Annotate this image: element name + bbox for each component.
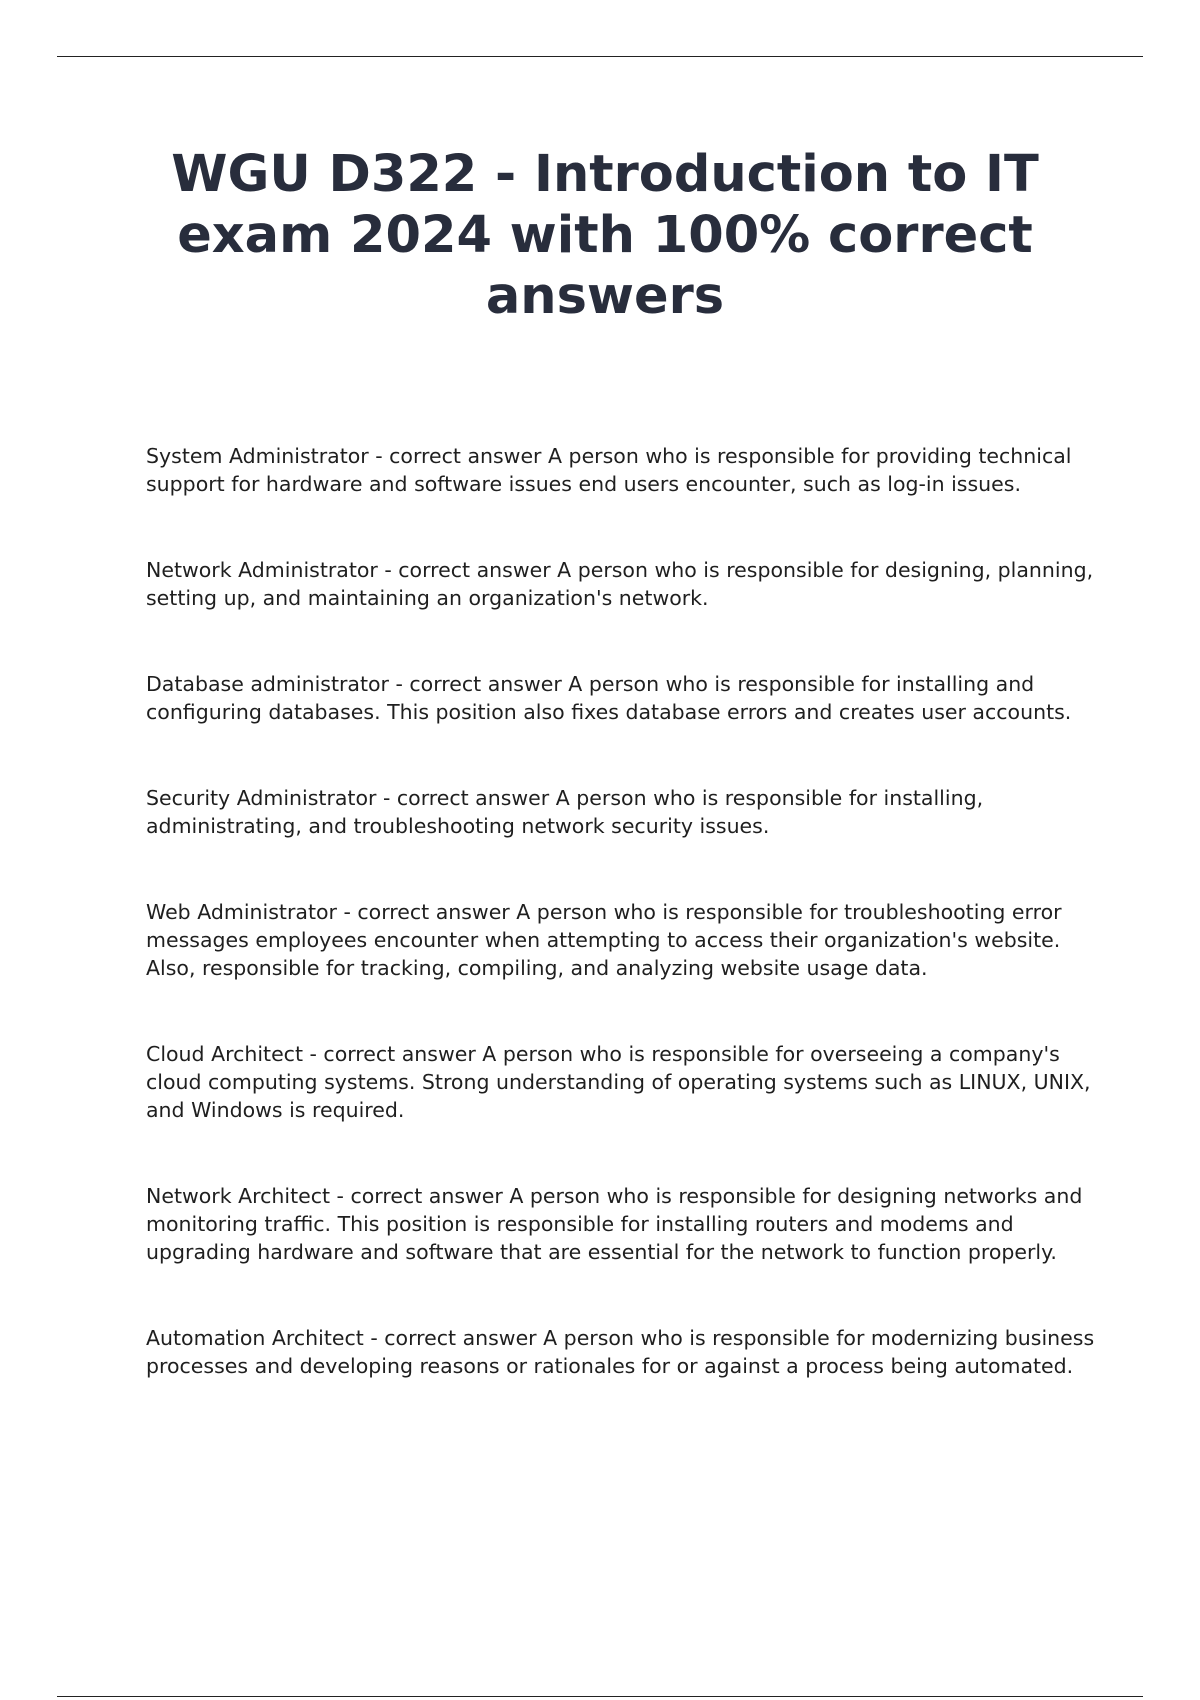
qa-item [146,556,1096,612]
qa-separator: - correct answer [376,786,556,810]
qa-term: Web Administrator [146,900,337,924]
qa-term: Automation Architect [146,1326,364,1350]
qa-separator: - correct answer [377,558,558,582]
qa-answer: A person who is responsible for designing, planning, setting up, and maintaining an organization's network. [146,558,1094,610]
qa-item [146,442,1096,498]
qa-item [146,1040,1096,1124]
qa-term: System Administrator [146,444,369,468]
qa-item [146,898,1096,982]
qa-term: Database administrator [146,672,389,696]
qa-term: Cloud Architect [146,1042,303,1066]
qa-term: Network Architect [146,1184,331,1208]
qa-answer: A person who is responsible for troubleshooting error messages employees encounter when attempting to access their organization's website. Also, responsible for tracking, compiling, and analyzing website usage data. [146,900,1062,980]
qa-separator: - correct answer [368,444,549,468]
top-rule [57,56,1143,57]
bottom-rule [57,1696,1143,1697]
qa-answer: A person who is responsible for providing technical support for hardware and software issues end users encounter, such as log-in issues. [146,444,1072,496]
qa-item [146,1324,1096,1380]
qa-separator: - correct answer [363,1326,544,1350]
qa-list [146,442,1096,1438]
qa-separator: - correct answer [330,1184,510,1208]
qa-separator: - correct answer [303,1042,483,1066]
qa-answer: A person who is responsible for designing networks and monitoring traffic. This position is responsible for installing routers and modems and upgrading hardware and software that are essential for the network to function properly. [146,1184,1083,1264]
qa-answer: A person who is responsible for modernizing business processes and developing reasons or rationales for or against a process being automated. [146,1326,1095,1378]
qa-separator: - correct answer [336,900,517,924]
qa-term: Network Administrator [146,558,378,582]
qa-answer: A person who is responsible for installing and configuring databases. This position also fixes database errors and creates user accounts. [146,672,1072,724]
qa-separator: - correct answer [388,672,569,696]
document-title: WGU D322 - Introduction to IT exam 2024 with 100% correct answers [171,145,1039,326]
qa-answer: A person who is responsible for installing, administrating, and troubleshooting network security issues. [146,786,984,838]
qa-term: Security Administrator [146,786,377,810]
qa-answer: A person who is responsible for overseeing a company's cloud computing systems. Strong understanding of operating systems such as LINUX, UNIX, and Windows is required. [146,1042,1091,1122]
qa-item [146,784,1096,840]
qa-item [146,1182,1096,1266]
qa-item [146,670,1096,726]
